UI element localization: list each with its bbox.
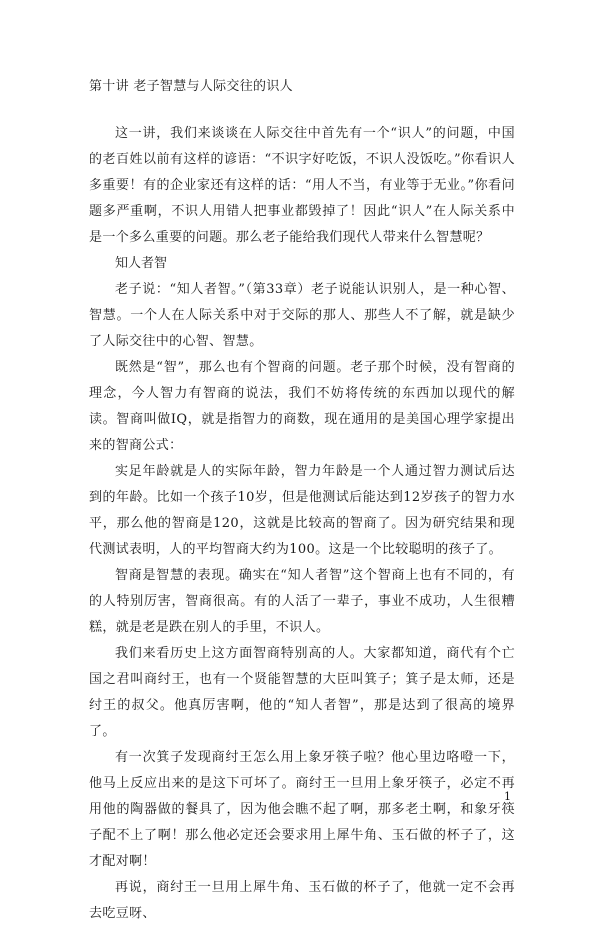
paragraph: 既然是“智”，那么也有个智商的问题。老子那个时候，没有智商的理念，今人智力有智商的说法，我们不妨将传统的东西加以现代的解读。智商叫做IQ，就是指智力的商数，现在通用的是美国心理学家提出来的智商公式： — [89, 360, 515, 453]
lecture-title: 第十讲 老子智慧与人际交往的识人 — [89, 79, 293, 94]
paragraph: 再说，商纣王一旦用上犀牛角、玉石做的杯子了，他就一定不会再去吃豆呀、 — [89, 880, 515, 921]
page-number: 1 — [504, 790, 511, 803]
paragraph: 智商是智慧的表现。确实在“知人者智”这个智商上也有不同的，有的人特别厉害，智商很高。有的人活了一辈子，事业不成功，人生很糟糕，就是老是跌在别人的手里，不识人。 — [89, 568, 515, 635]
section-heading: 知人者智 — [115, 256, 168, 271]
paragraph: 实足年龄就是人的实际年龄，智力年龄是一个人通过智力测试后达到的年龄。比如一个孩子10岁，但是他测试后能达到12岁孩子的智力水平，那么他的智商是120，这就是比较高的智商了。因为研究结果和现代测试表明，人的平均智商大约为100。这是一个比较聪明的孩子了。 — [89, 464, 515, 557]
paragraph: 老子说：“知人者智。”（第33章）老子说能认识别人，是一种心智、智慧。一个人在人际关系中对于交际的那人、那些人不了解，就是缺少了人际交往中的心智、智慧。 — [89, 282, 515, 349]
paragraph-intro: 这一讲，我们来谈谈在人际交往中首先有一个“识人”的问题，中国的老百姓以前有这样的谚语：“不识字好吃饭，不识人没饭吃。”你看识人多重要！有的企业家还有这样的话：“用人不当，有业等于无业。”你看问题多严重啊，不识人用错人把事业都毁掉了！因此“识人”在人际关系中是一个多么重要的问题。那么老子能给我们现代人带来什么智慧呢？ — [89, 126, 515, 245]
paragraph: 我们来看历史上这方面智商特别高的人。大家都知道，商代有个亡国之君叫商纣王，也有一个贤能智慧的大臣叫箕子；箕子是太师，还是纣王的叔父。他真厉害啊，他的“知人者智”，那是达到了很高的境界了。 — [89, 646, 515, 739]
paragraph: 有一次箕子发现商纣王怎么用上象牙筷子啦？他心里边咯噔一下，他马上反应出来的是这下可坏了。商纣王一旦用上象牙筷子，必定不再用他的陶器做的餐具了，因为他会瞧不起了啊，那多老土啊，和象牙筷子配不上了啊！那么他必定还会要求用上犀牛角、玉石做的杯子了，这才配对啊！ — [89, 750, 515, 869]
document-body — [89, 121, 515, 927]
